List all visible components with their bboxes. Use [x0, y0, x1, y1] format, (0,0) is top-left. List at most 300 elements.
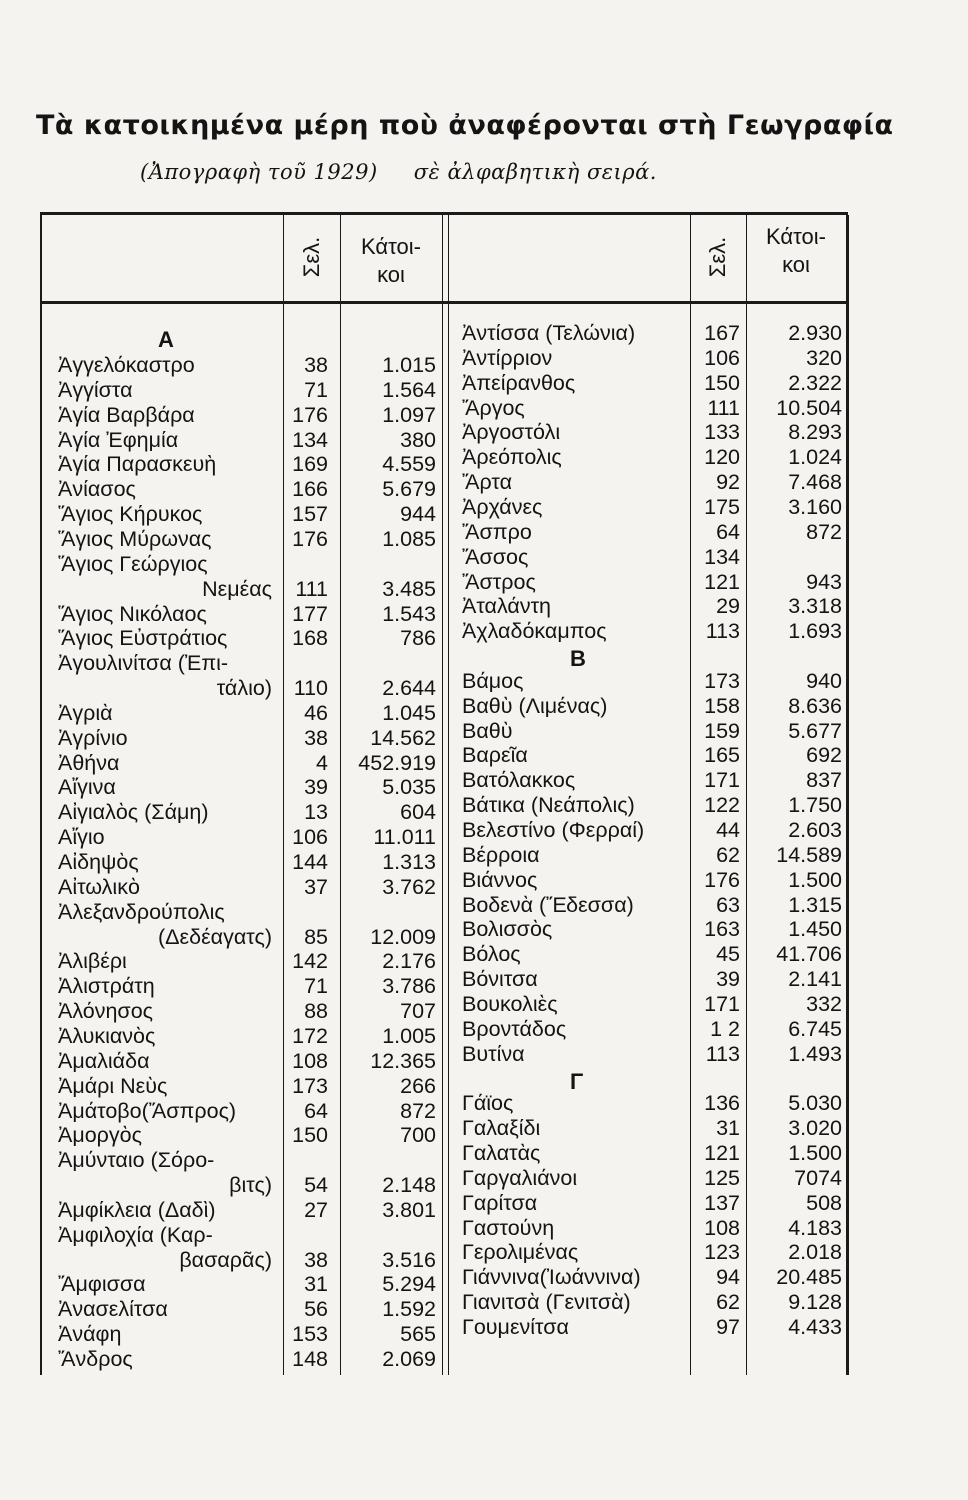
place-name: Αἴγιο [58, 825, 105, 850]
place-name: Ἅγιος Νικόλαος [58, 601, 207, 626]
page-number: 165 [704, 743, 740, 768]
page-number: 136 [704, 1091, 740, 1116]
table-row [448, 321, 848, 346]
place-name: Ἀγγίστα [58, 377, 133, 402]
page-number: 176 [292, 402, 328, 427]
page-number: 175 [704, 494, 740, 519]
page-number: 45 [716, 942, 740, 967]
place-name: Γαλαξίδι [462, 1116, 541, 1141]
page-number: 111 [707, 395, 740, 420]
population: 2.018 [788, 1240, 842, 1265]
place-name: Βαθὺ [462, 718, 513, 743]
population: 2.069 [382, 1347, 436, 1371]
page-subtitle [140, 160, 940, 184]
table-row [40, 552, 442, 577]
page-number: 171 [704, 991, 740, 1016]
population: 2.603 [788, 818, 842, 842]
page-number: 134 [704, 544, 740, 569]
table-row [40, 1297, 442, 1322]
page-number: 176 [292, 526, 328, 551]
population: 11.011 [373, 825, 436, 850]
population: 7074 [794, 1165, 842, 1190]
table-row [40, 527, 442, 552]
page-number: 166 [292, 477, 328, 502]
page-number: 168 [292, 626, 328, 651]
population: 700 [400, 1123, 436, 1148]
place-name: Ἀργοστόλι [462, 420, 561, 445]
page-number: 113 [705, 619, 740, 644]
population: 3.762 [382, 874, 436, 899]
population: 1.313 [382, 850, 436, 874]
page-number: 120 [704, 445, 740, 470]
population: 872 [400, 1098, 436, 1123]
population: 1.045 [382, 700, 436, 725]
population: 1.592 [382, 1297, 436, 1322]
place-name: Γαστούνη [462, 1215, 555, 1240]
table-row [448, 843, 848, 868]
table-row [40, 1322, 442, 1347]
table-row [40, 701, 442, 726]
page-number: 150 [704, 370, 740, 395]
place-name: Ἀρεόπολις [462, 445, 562, 470]
population: 1.500 [788, 867, 842, 892]
place-name: Βατόλακκος [462, 768, 576, 793]
population: 1.693 [788, 619, 842, 644]
table-row [40, 1074, 442, 1099]
place-name: Βαθὺ (Λιμένας) [462, 693, 608, 718]
place-name: Ἅγιος Μύρωνας [58, 526, 212, 551]
place-name: Βολισσὸς [462, 917, 553, 942]
population: 565 [400, 1322, 436, 1347]
population: 786 [400, 626, 436, 651]
table-row [40, 726, 442, 751]
population: 508 [806, 1190, 842, 1215]
page-number: 111 [295, 576, 328, 601]
page-number: 56 [304, 1297, 328, 1322]
page-number: 106 [704, 345, 740, 370]
page-number: 64 [716, 519, 740, 544]
page-number: 108 [292, 1048, 328, 1073]
page-number: 173 [292, 1073, 328, 1098]
table-row [40, 850, 442, 875]
page-number: 38 [304, 353, 328, 377]
table-row [448, 1042, 848, 1067]
place-name: Νεμέας [202, 576, 272, 601]
population: 1.097 [382, 402, 436, 427]
table-row [40, 676, 442, 701]
place-name: Ἅγιος Κήρυκος [58, 502, 203, 527]
header-pop-right-l1: Κάτοι- [766, 224, 826, 249]
table-row [40, 353, 442, 378]
table-row [448, 570, 848, 595]
place-name: Ἀλιστράτη [58, 974, 155, 999]
page-number: 144 [292, 850, 328, 874]
table-row [40, 403, 442, 428]
header-page-right: Σελ. [705, 236, 730, 278]
table-row [40, 502, 442, 527]
population: 943 [806, 569, 842, 594]
place-name: Ἀρχάνες [462, 494, 543, 519]
page-number: 29 [716, 594, 740, 619]
population: 5.035 [382, 775, 436, 800]
population: 837 [806, 768, 842, 793]
place-name: βασαρᾶς) [179, 1247, 272, 1272]
table-row [40, 925, 442, 950]
place-name: Αἴγινα [58, 775, 116, 800]
place-name: Ἀμύνταιο (Σόρο- [58, 1148, 215, 1173]
table-row [40, 999, 442, 1024]
page-number: 38 [304, 1247, 328, 1272]
page-number: 142 [292, 949, 328, 974]
page-number: 169 [292, 452, 328, 477]
place-name: βιτς) [229, 1173, 272, 1198]
population: 2.930 [788, 321, 842, 345]
place-name: Βαρεῖα [462, 743, 528, 768]
population: 940 [806, 668, 842, 693]
population: 8.636 [788, 693, 842, 718]
place-name: Ἀνασελίτσα [58, 1297, 168, 1322]
place-name: Ἅγιος Εὐστράτιος [58, 626, 228, 651]
place-name: Ἀλόνησος [58, 999, 154, 1024]
place-name: Ἀνίασος [58, 477, 136, 502]
page-number: 1 2 [710, 1016, 740, 1041]
place-name: Βάμος [462, 668, 524, 693]
table-row [40, 1049, 442, 1074]
table-row [448, 619, 848, 644]
table-row [448, 1240, 848, 1265]
table-row [448, 868, 848, 893]
population: 604 [400, 800, 436, 825]
page-number: 39 [304, 775, 328, 800]
table-row [448, 793, 848, 818]
place-name: Ἄρτα [462, 470, 513, 495]
page-number: 31 [304, 1272, 328, 1297]
header-pop-right [746, 223, 846, 279]
section-letter-alpha: Α [158, 327, 174, 352]
place-name: Αἰγιαλὸς (Σάμη) [58, 800, 209, 825]
place-name: Γιανιτσὰ (Γενιτσὰ) [462, 1290, 631, 1315]
page-number: 133 [704, 420, 740, 445]
place-name: Αἰτωλικὸ [58, 874, 140, 899]
header-divider [40, 301, 848, 304]
header-pop-left-l1: Κάτοι- [361, 234, 421, 259]
place-name: Ἀμαλιάδα [58, 1048, 150, 1073]
place-name: Βροντάδος [462, 1016, 567, 1041]
page-number: 38 [304, 725, 328, 750]
page-number: 37 [304, 874, 328, 899]
population: 20.485 [776, 1265, 842, 1290]
place-name: Ἁγία Βαρβάρα [58, 402, 195, 427]
table-row [448, 445, 848, 470]
page-number: 171 [704, 768, 740, 793]
page-number: 110 [293, 676, 328, 701]
page-number: 46 [304, 700, 328, 725]
population: 1.493 [788, 1041, 842, 1066]
place-name: Ἀμφιλοχία (Καρ- [58, 1222, 213, 1247]
page-number: 157 [292, 502, 328, 527]
population: 1.024 [788, 445, 842, 470]
table-row [448, 1290, 848, 1315]
population: 2.141 [788, 967, 842, 992]
table-row [448, 545, 848, 570]
population: 9.128 [788, 1290, 842, 1315]
table-row [448, 992, 848, 1017]
table-row [448, 1265, 848, 1290]
population: 1.500 [788, 1141, 842, 1166]
population: 2.322 [788, 370, 842, 395]
table-row [448, 1216, 848, 1241]
place-name: Γαργαλιάνοι [462, 1165, 578, 1190]
page-number: 85 [304, 924, 328, 949]
table-row [448, 893, 848, 918]
page-number: 113 [705, 1041, 740, 1066]
table-row [448, 1091, 848, 1116]
table-row [448, 520, 848, 545]
table-row [40, 900, 442, 925]
table-row [448, 371, 848, 396]
population: 2.148 [382, 1173, 436, 1198]
page-number: 125 [704, 1165, 740, 1190]
table-row [448, 768, 848, 793]
place-name: Ἀθήνα [58, 750, 120, 775]
place-name: Ἀταλάντη [462, 594, 552, 619]
population: 3.318 [788, 594, 842, 619]
population: 5.294 [382, 1272, 436, 1297]
page-number: 121 [704, 569, 740, 594]
place-name: Ἅγιος Γεώργιος [58, 551, 208, 576]
place-name: Γερολιμένας [462, 1240, 579, 1265]
table-row [448, 669, 848, 694]
table-row [448, 1017, 848, 1042]
table-row [40, 775, 442, 800]
population: 3.801 [382, 1197, 436, 1222]
place-name: Βουκολιὲς [462, 991, 558, 1016]
place-name: Βοδενὰ (Ἔδεσσα) [462, 892, 634, 917]
table-row [40, 1248, 442, 1273]
population: 1.543 [382, 601, 436, 626]
page-number: 54 [304, 1173, 328, 1198]
header-pop-left [340, 233, 442, 289]
population: 7.468 [788, 470, 842, 495]
place-name: Ἀλυκιανὸς [58, 1023, 156, 1048]
page-number: 106 [292, 825, 328, 850]
table-row [448, 942, 848, 967]
table-row [40, 974, 442, 999]
population: 1.315 [788, 892, 842, 917]
table-row [448, 1191, 848, 1216]
page-number: 62 [716, 1290, 740, 1315]
middle-divider-a [442, 215, 443, 1375]
population: 320 [806, 345, 842, 370]
place-name: Ἄργος [462, 395, 525, 420]
place-name: Γαλατὰς [462, 1141, 541, 1166]
place-name: Βόνιτσα [462, 967, 538, 992]
page-number: 167 [704, 321, 740, 345]
table-row [40, 1123, 442, 1148]
page-title: Τὰ κατοικημένα μέρη ποὺ ἀναφέρονται στὴ Γεωγραφία [36, 110, 894, 141]
page-number: 97 [716, 1315, 740, 1339]
place-name: Ἁγία Παρασκευὴ [58, 452, 217, 477]
page-number: 4 [316, 750, 328, 775]
table-row [448, 719, 848, 744]
table-row [40, 1173, 442, 1198]
table-row [40, 577, 442, 602]
page-number: 108 [704, 1215, 740, 1240]
table-row [448, 743, 848, 768]
table-row [40, 1272, 442, 1297]
place-name: Γιάννινα(Ἰωάννινα) [462, 1265, 641, 1290]
page-number: 123 [704, 1240, 740, 1265]
table-row [40, 1223, 442, 1248]
table-row [40, 1148, 442, 1173]
table-row [448, 694, 848, 719]
page-number: 31 [716, 1116, 740, 1141]
place-name: Ἀντίρριον [462, 345, 553, 370]
table-row [448, 1116, 848, 1141]
table-row [448, 495, 848, 520]
page-number: 71 [304, 377, 328, 402]
population: 1.005 [382, 1023, 436, 1048]
place-name: Ἀντίσσα (Τελώνια) [462, 321, 636, 345]
population: 266 [400, 1073, 436, 1098]
place-name: Ἀμοργὸς [58, 1123, 142, 1148]
header-pop-right-l2: κοι [782, 252, 810, 277]
place-name: Βόλος [462, 942, 521, 967]
table-row [40, 875, 442, 900]
table-row [40, 378, 442, 403]
table-row [40, 626, 442, 651]
page-number: 63 [716, 892, 740, 917]
population: 3.160 [788, 494, 842, 519]
population: 41.706 [776, 942, 842, 967]
table-row [448, 396, 848, 421]
page-number: 134 [292, 427, 328, 452]
place-name: Γουμενίτσα [462, 1315, 569, 1339]
place-name: Ἀγρίνιο [58, 725, 128, 750]
population: 10.504 [776, 395, 842, 420]
table-row [448, 1141, 848, 1166]
page-number: 172 [292, 1023, 328, 1048]
place-name: Ἁγία Ἐφημία [58, 427, 179, 452]
place-name: Ἀμάρι Νεὺς [58, 1073, 168, 1098]
population: 1.015 [382, 353, 436, 377]
population: 3.020 [788, 1116, 842, 1141]
header-page-left: Σελ. [299, 236, 324, 278]
table-row [448, 420, 848, 445]
table-row [40, 825, 442, 850]
subtitle-census: (Ἀπογραφὴ τοῦ 1929) [140, 160, 378, 184]
table-row [40, 477, 442, 502]
table-row [448, 917, 848, 942]
section-letter: Γ [570, 1068, 584, 1094]
table-row [40, 651, 442, 676]
table-row [448, 470, 848, 495]
table-row [448, 594, 848, 619]
place-name: Βιάννος [462, 867, 538, 892]
population: 452.919 [358, 750, 436, 775]
place-name: Ἀλεξανδρούπολις [58, 899, 225, 924]
table-row [448, 818, 848, 843]
page-number: 44 [716, 818, 740, 842]
population: 3.485 [382, 576, 436, 601]
page-number: 62 [716, 842, 740, 867]
table-row [40, 949, 442, 974]
population: 2.644 [382, 676, 436, 701]
table-row [40, 800, 442, 825]
table-row [40, 1347, 442, 1372]
page-number: 122 [704, 793, 740, 818]
page-number: 64 [304, 1098, 328, 1123]
table-row [40, 1198, 442, 1223]
population: 12.009 [370, 924, 436, 949]
page-number: 88 [304, 999, 328, 1024]
population: 4.559 [382, 452, 436, 477]
section-letter: Β [570, 646, 586, 672]
place-name: Βέρροια [462, 842, 540, 867]
header-pop-left-l2: κοι [377, 262, 405, 287]
population: 3.516 [382, 1247, 436, 1272]
population: 3.786 [382, 974, 436, 999]
place-name: Γαρίτσα [462, 1190, 538, 1215]
place-name: Ἀχλαδόκαμπος [462, 619, 607, 644]
population: 1.450 [788, 917, 842, 942]
place-name: τάλιο) [216, 676, 272, 701]
place-name: Ἀνάφη [58, 1322, 122, 1347]
place-name: Ἀμφίκλεια (Δαδὶ) [58, 1197, 216, 1222]
population: 5.679 [382, 477, 436, 502]
table-row [448, 967, 848, 992]
table-row [40, 452, 442, 477]
table-row [40, 1099, 442, 1124]
population: 14.589 [776, 842, 842, 867]
place-name: Γάϊος [462, 1091, 514, 1116]
page-number: 163 [704, 917, 740, 942]
population: 1.750 [788, 793, 842, 818]
table-row [448, 1166, 848, 1191]
place-name: Ἄσσος [462, 544, 529, 569]
page-number: 94 [716, 1265, 740, 1290]
place-name: Βάτικα (Νεάπολις) [462, 793, 635, 818]
population: 944 [400, 502, 436, 527]
page-number: 137 [704, 1190, 740, 1215]
population: 872 [806, 519, 842, 544]
page-number: 121 [704, 1141, 740, 1166]
page-number: 158 [704, 693, 740, 718]
population: 5.677 [788, 718, 842, 743]
population: 707 [400, 999, 436, 1024]
place-name: Ἀγριὰ [58, 700, 113, 725]
place-name: Ἄστρος [462, 569, 536, 594]
page-number: 92 [716, 470, 740, 495]
settlements-table [40, 212, 848, 1375]
page-number: 176 [704, 867, 740, 892]
page-number: 153 [292, 1322, 328, 1347]
place-name: Ἄσπρο [462, 519, 532, 544]
place-name: Βελεστίνο (Φερραί) [462, 818, 645, 842]
population: 12.365 [370, 1048, 436, 1073]
population: 14.562 [370, 725, 436, 750]
place-name: Ἀγουλινίτσα (Ἐπι- [58, 651, 229, 676]
page-number: 71 [304, 974, 328, 999]
table-row [40, 751, 442, 776]
population: 8.293 [788, 420, 842, 445]
place-name: Βυτίνα [462, 1041, 525, 1066]
table-row [448, 1315, 848, 1340]
place-name: Ἀγγελόκαστρο [58, 353, 195, 377]
place-name: Ἄμφισσα [58, 1272, 146, 1297]
population: 5.030 [788, 1091, 842, 1116]
place-name: Ἀμάτοβο(Ἄσπρος) [58, 1098, 237, 1123]
